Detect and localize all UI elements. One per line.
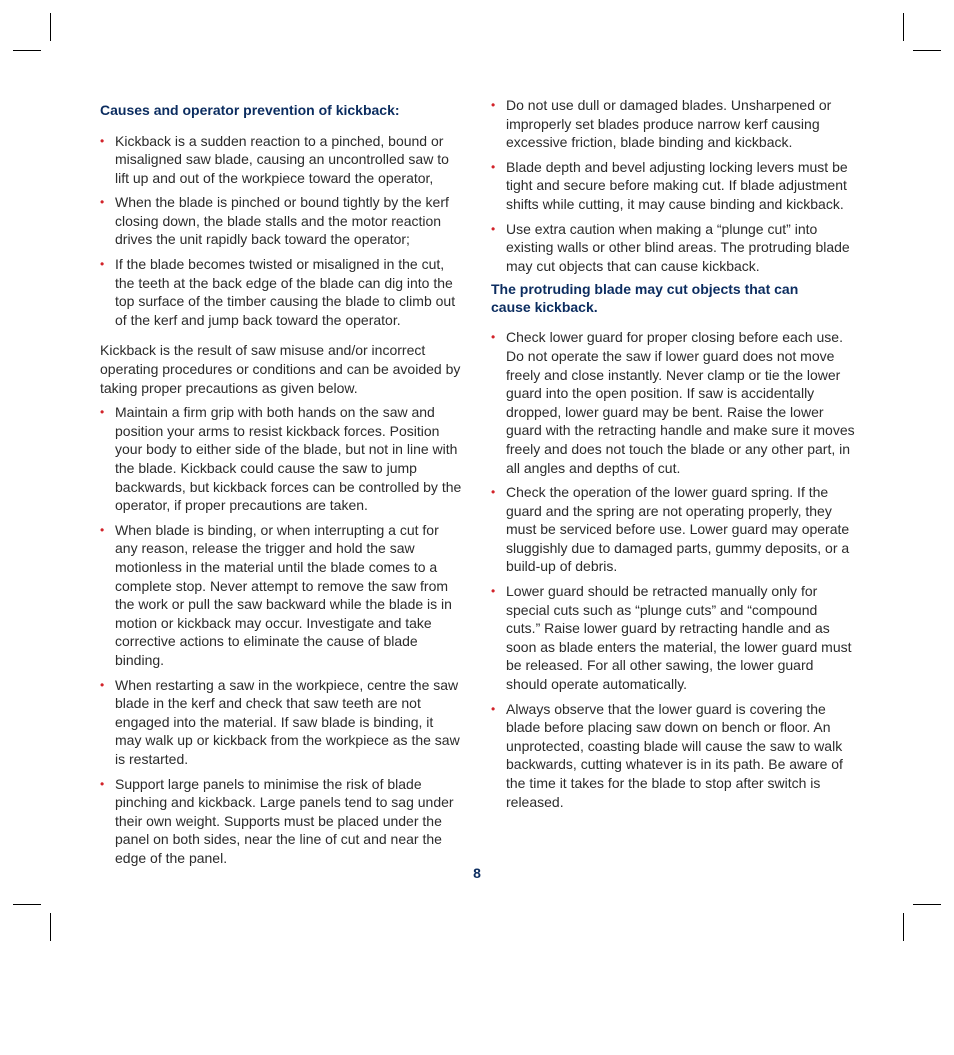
list-item: [100, 521, 462, 670]
list-item: [491, 700, 855, 812]
bullet-list: [100, 403, 462, 867]
crop-mark: [13, 904, 41, 905]
list-item-text: Support large panels to minimise the risk of blade pinching and kickback. Large panels tend to sag under their own weight. Supports must be placed under the panel on both sides, near the line of cut and near the edge of the panel.: [115, 775, 454, 866]
crop-mark: [50, 913, 51, 941]
bullet-icon: •: [100, 133, 105, 148]
crop-mark: [913, 904, 941, 905]
list-item: [100, 132, 462, 188]
section-heading: The protruding blade may cut objects that can cause kickback.: [491, 281, 799, 315]
bullet-icon: •: [491, 221, 496, 236]
section-heading: Causes and operator prevention of kickback:: [100, 102, 400, 118]
list-item-text: Use extra caution when making a “plunge cut” into existing walls or other blind areas. The protruding blade may cut objects that can cause kickback.: [506, 220, 850, 274]
list-item-text: When the blade is pinched or bound tightly by the kerf closing down, the blade stalls and the motor reaction drives the unit rapidly back toward the operator;: [115, 194, 449, 248]
bullet-icon: •: [491, 159, 496, 174]
list-item-text: Lower guard should be retracted manually only for special cuts such as “plunge cuts” and “compound cuts.” Raise lower guard by retracting handle and as soon as blade enters the material, the lower guard must be released. For all other sawing, the lower guard should operate automatically.: [506, 583, 852, 693]
right-column: [491, 96, 855, 823]
list-item-text: Kickback is a sudden reaction to a pinched, bound or misaligned saw blade, causing an uncontrolled saw to lift up and out of the workpiece toward the operator,: [115, 132, 449, 186]
list-item: [491, 158, 855, 214]
list-item-text: Check lower guard for proper closing before each use. Do not operate the saw if lower guard does not move freely and close instantly. Never clamp or tie the lower guard into the open position. If saw is accidentally dropped, lower guard may be bent. Raise the lower guard with the retracting handle and make sure it moves freely and does not touch the blade or any other part, in all angles and depths of cut.: [506, 329, 855, 476]
bullet-icon: •: [100, 405, 105, 420]
bullet-icon: •: [100, 522, 105, 537]
bullet-icon: •: [100, 257, 105, 272]
list-item: [491, 96, 855, 152]
bullet-icon: •: [491, 98, 496, 112]
list-item-text: Check the operation of the lower guard spring. If the guard and the spring are not operating properly, they must be serviced before use. Lower guard may operate sluggishly due to damaged parts, gummy deposits, or a build-up of debris.: [506, 484, 850, 575]
bullet-icon: •: [491, 701, 496, 716]
bullet-icon: •: [100, 677, 105, 692]
bullet-icon: •: [491, 330, 496, 345]
bullet-list: [100, 132, 462, 330]
list-item: [100, 775, 462, 868]
list-item-text: Always observe that the lower guard is covering the blade before placing saw down on bench or floor. An unprotected, coasting blade will cause the saw to walk backwards, cutting whatever is in its path. Be aware of the time it takes for the blade to stop after switch is released.: [506, 700, 843, 810]
crop-mark: [50, 13, 51, 41]
bullet-icon: •: [491, 485, 496, 500]
bullet-list: [491, 96, 855, 275]
crop-mark: [13, 50, 41, 51]
crop-mark: [903, 913, 904, 941]
bullet-icon: •: [100, 776, 105, 791]
list-item: [491, 582, 855, 694]
bullet-icon: •: [100, 195, 105, 210]
list-item: [100, 193, 462, 249]
left-column: [100, 96, 462, 879]
crop-mark: [913, 50, 941, 51]
list-item-text: Do not use dull or damaged blades. Unsharpened or improperly set blades produce narrow kerf causing excessive friction, blade binding and kickback.: [506, 97, 832, 151]
list-item: [100, 676, 462, 769]
list-item: [491, 328, 855, 477]
bullet-list: [491, 328, 855, 811]
list-item-text: When blade is binding, or when interrupting a cut for any reason, release the trigger and hold the saw motionless in the material until the blade comes to a complete stop. Never attempt to remove the saw from the work or pull the saw backward while the blade is in motion or kickback may occur. Investigate and take corrective actions to eliminate the cause of blade binding.: [115, 521, 452, 668]
list-item: [491, 220, 855, 276]
bullet-icon: •: [491, 584, 496, 599]
list-item: [491, 483, 855, 576]
page-number: 8: [473, 865, 481, 881]
list-item-text: Blade depth and bevel adjusting locking levers must be tight and secure before making cut. If blade adjustment shifts while cutting, it may cause binding and kickback.: [506, 158, 848, 212]
list-item: [100, 255, 462, 329]
list-item-text: When restarting a saw in the workpiece, centre the saw blade in the kerf and check that saw teeth are not engaged into the material. If saw blade is binding, it may walk up or kickback from the workpiece as the saw is restarted.: [115, 676, 460, 767]
list-item-text: Maintain a firm grip with both hands on the saw and position your arms to resist kickback forces. Position your body to either side of the blade, but not in line with the blade. Kickback could cause the saw to jump backwards, but kickback forces can be controlled by the operator, if proper precautions are taken.: [115, 404, 462, 514]
paragraph: Kickback is the result of saw misuse and/or incorrect operating procedures or conditions and can be avoided by taking proper precautions as given below.: [100, 342, 461, 396]
list-item-text: If the blade becomes twisted or misaligned in the cut, the teeth at the back edge of the blade can dig into the top surface of the timber causing the blade to climb out of the kerf and jump back toward the operator.: [115, 256, 456, 328]
crop-mark: [903, 13, 904, 41]
list-item: [100, 403, 462, 515]
